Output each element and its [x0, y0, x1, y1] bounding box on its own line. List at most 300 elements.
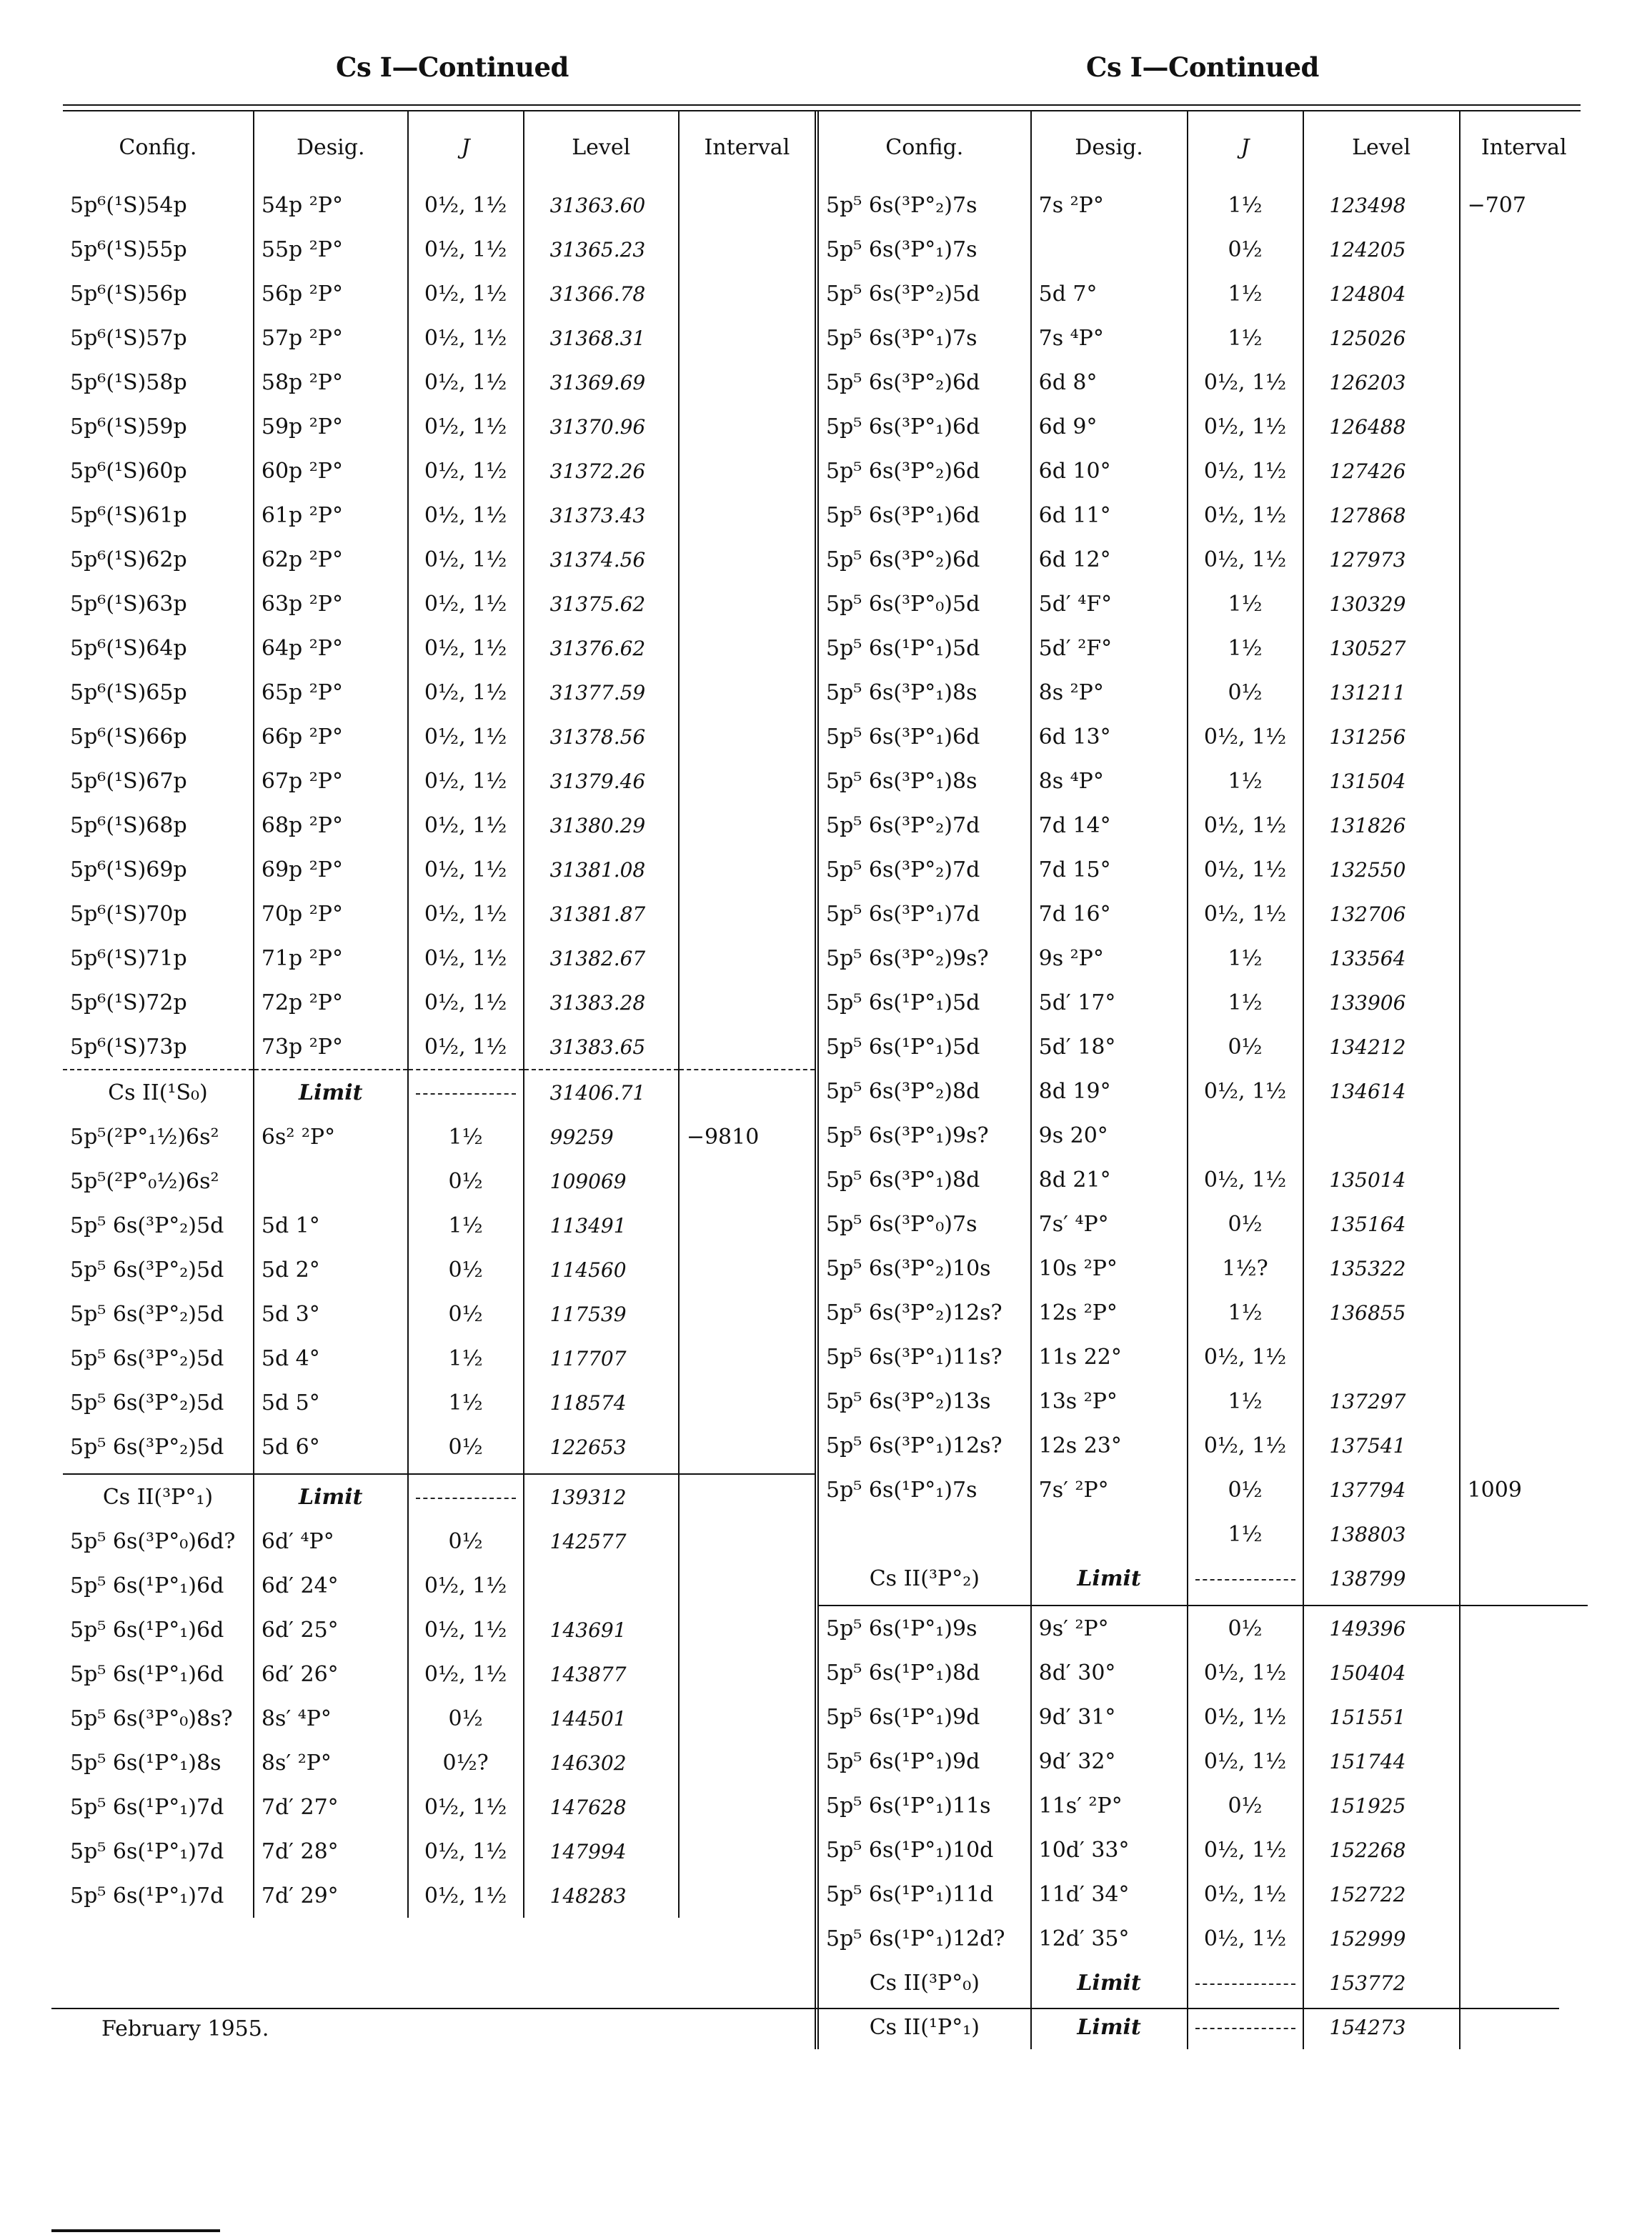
config-cell: 5p⁵ 6s(³P°₂)5d [70, 1390, 224, 1415]
table-row [817, 227, 1588, 272]
limit-j-cell [1188, 1556, 1303, 1601]
j-cell: 1½ [408, 1336, 524, 1380]
desig-cell: 5d′ ⁴F° [1031, 582, 1188, 626]
level-cell: 31381.08 [524, 847, 679, 892]
desig-cell: 69p ²P° [254, 847, 408, 892]
desig-cell: 9s′ ²P° [1031, 1606, 1188, 1651]
interval-cell [679, 404, 815, 449]
limit-level-cell: 138799 [1303, 1556, 1460, 1601]
config-cell: 5p⁵ 6s(³P°₁)6d [817, 493, 1031, 537]
desig-cell: 6d 12° [1031, 537, 1188, 582]
header-config: Config. [119, 134, 197, 160]
j-cell: 0½ [408, 1696, 524, 1741]
interval-cell [1460, 1202, 1588, 1246]
header-j: J [408, 111, 524, 183]
desig-cell: 6d 11° [1031, 493, 1188, 537]
level-cell: 146302 [524, 1741, 679, 1785]
desig-cell: 8s′ ²P° [254, 1741, 408, 1785]
limit-j-cell [408, 1474, 524, 1519]
config-cell: 5p⁶(¹S)64p [70, 635, 187, 661]
interval-cell [1460, 1916, 1588, 1961]
interval-cell [1460, 1423, 1588, 1468]
desig-cell: 67p ²P° [254, 759, 408, 803]
j-cell: 0½, 1½ [408, 449, 524, 493]
interval-cell [1460, 1025, 1588, 1069]
table-row [817, 1872, 1588, 1916]
interval-cell [679, 803, 815, 847]
table-row [63, 1652, 815, 1696]
limit-config-cell: Cs II(³P°₁) [102, 1484, 214, 1510]
interval-cell [1460, 316, 1588, 360]
desig-cell: 6d′ 26° [254, 1652, 408, 1696]
level-cell: 113491 [524, 1203, 679, 1248]
config-cell: 5p⁶(¹S)66p [70, 724, 187, 750]
level-cell: 117707 [524, 1336, 679, 1380]
interval-cell [1460, 1651, 1588, 1695]
config-cell: 5p⁵ 6s(³P°₁)9s? [817, 1113, 1031, 1158]
dashed-placeholder [416, 1093, 516, 1095]
desig-cell: 68p ²P° [254, 803, 408, 847]
j-cell: 1½ [1188, 1379, 1303, 1423]
level-cell: 31380.29 [524, 803, 679, 847]
config-cell: 5p⁵ 6s(³P°₂)8d [817, 1069, 1031, 1113]
config-cell: 5p⁵ 6s(¹P°₁)5d [817, 1025, 1031, 1069]
table-row [63, 1563, 815, 1608]
j-cell: 0½, 1½ [1188, 1423, 1303, 1468]
table-row [63, 1115, 815, 1159]
table-row [63, 1203, 815, 1248]
interval-cell [1460, 360, 1588, 404]
limit-j-cell [408, 1070, 524, 1115]
level-cell: 131504 [1303, 759, 1460, 803]
config-cell: 5p⁵ 6s(³P°₁)8s [817, 670, 1031, 715]
interval-cell [1460, 1290, 1588, 1335]
config-cell: 5p⁶(¹S)55p [70, 237, 187, 262]
config-cell: 5p⁵ 6s(¹P°₁)9d [817, 1695, 1031, 1739]
level-cell: 31365.23 [524, 227, 679, 272]
desig-cell: 12d′ 35° [1031, 1916, 1188, 1961]
level-cell: 126203 [1303, 360, 1460, 404]
section-rule [817, 1601, 1588, 1606]
j-cell: 1½ [408, 1115, 524, 1159]
level-cell: 123498 [1303, 183, 1460, 227]
interval-cell [1460, 449, 1588, 493]
left-title: Cs I—Continued [336, 51, 569, 83]
j-cell: 0½, 1½ [1188, 1651, 1303, 1695]
j-cell: 1½ [1188, 183, 1303, 227]
desig-cell: 65p ²P° [254, 670, 408, 715]
header-config-right: Config. [817, 111, 1031, 183]
desig-cell: 58p ²P° [254, 360, 408, 404]
level-cell: 99259 [524, 1115, 679, 1159]
level-cell: 31374.56 [524, 537, 679, 582]
j-cell: 1½ [408, 1380, 524, 1425]
desig-cell: 6d′ ⁴P° [254, 1519, 408, 1563]
desig-cell: 5d 1° [254, 1203, 408, 1248]
j-cell: 0½, 1½ [1188, 1872, 1303, 1916]
top-rule [63, 104, 1581, 106]
config-cell: 5p⁵ 6s(³P°₂)7s [817, 183, 1031, 227]
config-cell: 5p⁵ 6s(¹P°₁)6d [70, 1573, 224, 1598]
level-cell: 137541 [1303, 1423, 1460, 1468]
j-cell: 0½ [408, 1159, 524, 1203]
config-cell: 5p⁶(¹S)59p [70, 414, 187, 439]
table-row [817, 1202, 1588, 1246]
level-cell: 135164 [1303, 1202, 1460, 1246]
config-cell: 5p⁶(¹S)69p [70, 857, 187, 882]
desig-cell: 12s 23° [1031, 1423, 1188, 1468]
interval-cell [679, 759, 815, 803]
table-row [63, 1336, 815, 1380]
table-row [63, 1608, 815, 1652]
config-cell: 5p⁵ 6s(¹P°₁)7d [70, 1794, 224, 1820]
table-row [63, 272, 815, 316]
level-cell: 152722 [1303, 1872, 1460, 1916]
level-cell: 124804 [1303, 272, 1460, 316]
config-cell: 5p⁵ 6s(³P°₂)7d [817, 847, 1031, 892]
header-desig: Desig. [254, 111, 408, 183]
footer-date: February 1955. [101, 2016, 269, 2041]
j-cell: 0½, 1½ [1188, 537, 1303, 582]
config-cell: 5p⁵ 6s(¹P°₁)5d [817, 980, 1031, 1025]
desig-cell: 10d′ 33° [1031, 1828, 1188, 1872]
config-cell: 5p⁵ 6s(³P°₁)12s? [817, 1423, 1031, 1468]
j-cell: 0½, 1½ [408, 715, 524, 759]
interval-cell [1460, 1158, 1588, 1202]
table-row [817, 1916, 1588, 1961]
config-cell: 5p⁶(¹S)58p [70, 369, 187, 395]
config-cell: 5p⁵ 6s(¹P°₁)11s [817, 1783, 1031, 1828]
desig-cell: 7d′ 28° [254, 1829, 408, 1873]
limit-row [817, 1961, 1588, 2005]
j-cell: 0½, 1½ [1188, 1069, 1303, 1113]
j-cell: 0½, 1½ [408, 847, 524, 892]
desig-cell: 54p ²P° [254, 183, 408, 227]
config-cell: 5p⁵ 6s(¹P°₁)11d [817, 1872, 1031, 1916]
level-cell: 126488 [1303, 404, 1460, 449]
j-cell: 0½, 1½ [408, 1652, 524, 1696]
interval-cell [679, 980, 815, 1025]
interval-cell [1460, 1828, 1588, 1872]
config-cell: 5p⁵ 6s(¹P°₁)9s [817, 1606, 1031, 1651]
level-cell: 127973 [1303, 537, 1460, 582]
j-cell: 0½, 1½ [408, 1025, 524, 1070]
j-cell: 0½ [1188, 1606, 1303, 1651]
interval-cell [1460, 847, 1588, 892]
desig-cell: 6d′ 24° [254, 1563, 408, 1608]
desig-cell: 6d′ 25° [254, 1608, 408, 1652]
table-row [817, 316, 1588, 360]
table-row [63, 1025, 815, 1070]
interval-cell [1460, 1335, 1588, 1379]
limit-label-cell: Limit [254, 1474, 408, 1519]
limit-label-cell: Limit [254, 1070, 408, 1115]
level-cell: 149396 [1303, 1606, 1460, 1651]
desig-cell: 8d 19° [1031, 1069, 1188, 1113]
limit-config-cell: Cs II(¹P°₁) [817, 2005, 1031, 2049]
interval-cell [679, 493, 815, 537]
config-cell: 5p⁵ 6s(³P°₂)12s? [817, 1290, 1031, 1335]
limit-config-cell: Cs II(¹S₀) [63, 1070, 254, 1115]
table-row [63, 1519, 815, 1563]
level-cell: 150404 [1303, 1651, 1460, 1695]
table-row [63, 1785, 815, 1829]
config-cell: 5p⁵ 6s(¹P°₁)9d [817, 1739, 1031, 1783]
config-cell: 5p⁵ 6s(³P°₁)8d [817, 1158, 1031, 1202]
j-cell: 0½, 1½ [408, 404, 524, 449]
level-cell: 144501 [524, 1696, 679, 1741]
level-cell: 31368.31 [524, 316, 679, 360]
interval-cell [1460, 980, 1588, 1025]
table-row [817, 759, 1588, 803]
table-row [817, 183, 1588, 227]
desig-cell [254, 1159, 408, 1203]
j-cell: 1½ [1188, 1512, 1303, 1556]
level-cell: 152999 [1303, 1916, 1460, 1961]
j-cell: 0½, 1½ [408, 1873, 524, 1918]
level-cell: 137297 [1303, 1379, 1460, 1423]
table-row [817, 272, 1588, 316]
table-row [817, 847, 1588, 892]
dashed-placeholder [1195, 1983, 1295, 1985]
config-cell: 5p⁶(¹S)54p [70, 192, 187, 218]
table-row [817, 1290, 1588, 1335]
desig-cell: 9s ²P° [1031, 936, 1188, 980]
config-cell: 5p⁵ 6s(³P°₀)6d? [70, 1528, 236, 1554]
interval-cell [1460, 1512, 1588, 1556]
desig-cell: 8d′ 30° [1031, 1651, 1188, 1695]
desig-cell: 62p ²P° [254, 537, 408, 582]
level-cell: 31377.59 [524, 670, 679, 715]
j-cell: 0½ [1188, 670, 1303, 715]
rule-cell [1303, 1601, 1460, 1606]
header-level-right: Level [1303, 111, 1460, 183]
limit-label-cell: Limit [1031, 1556, 1188, 1601]
interval-cell [679, 1652, 815, 1696]
j-cell: 1½? [1188, 1246, 1303, 1290]
limit-level-cell: 153772 [1303, 1961, 1460, 2005]
interval-cell [679, 582, 815, 626]
desig-cell: 8s ⁴P° [1031, 759, 1188, 803]
level-cell: 31376.62 [524, 626, 679, 670]
config-cell: 5p⁶(¹S)71p [70, 945, 187, 971]
config-cell: 5p⁶(¹S)73p [70, 1034, 187, 1060]
table-row [63, 582, 815, 626]
j-cell: 0½ [1188, 1025, 1303, 1069]
level-cell: 147628 [524, 1785, 679, 1829]
level-cell: 124205 [1303, 227, 1460, 272]
table-row [63, 360, 815, 404]
level-cell: 136855 [1303, 1290, 1460, 1335]
table-row [63, 227, 815, 272]
table-row [63, 1292, 815, 1336]
desig-cell: 7d′ 27° [254, 1785, 408, 1829]
dashed-placeholder [416, 1498, 516, 1499]
config-cell: 5p⁵ 6s(³P°₀)5d [817, 582, 1031, 626]
level-cell: 151551 [1303, 1695, 1460, 1739]
table-row [817, 1379, 1588, 1423]
level-cell: 143691 [524, 1608, 679, 1652]
desig-cell: 7d 16° [1031, 892, 1188, 936]
config-cell: 5p⁵ 6s(¹P°₁)8s [70, 1750, 222, 1776]
limit-row [817, 1556, 1588, 1601]
config-cell: 5p⁵ 6s(³P°₁)11s? [817, 1335, 1031, 1379]
config-cell: 5p⁵ 6s(³P°₂)7d [817, 803, 1031, 847]
config-cell: 5p⁵(²P°₁½)6s² [70, 1124, 219, 1150]
desig-cell: 11d′ 34° [1031, 1872, 1188, 1916]
desig-cell: 6d 8° [1031, 360, 1188, 404]
config-cell: 5p⁵ 6s(³P°₂)5d [70, 1257, 224, 1283]
limit-j-cell [1188, 1961, 1303, 2005]
interval-cell [679, 1741, 815, 1785]
interval-cell [679, 670, 815, 715]
table-row [817, 360, 1588, 404]
desig-cell: 6d 10° [1031, 449, 1188, 493]
config-cell: 5p⁵ 6s(³P°₂)6d [817, 449, 1031, 493]
desig-cell: 8d 21° [1031, 1158, 1188, 1202]
limit-j-cell [1188, 2005, 1303, 2049]
config-cell: 5p⁶(¹S)56p [70, 281, 187, 307]
config-cell: 5p⁵ 6s(³P°₂)6d [817, 360, 1031, 404]
interval-cell [1460, 493, 1588, 537]
table-row [817, 1695, 1588, 1739]
j-cell [1188, 1113, 1303, 1158]
desig-cell: 59p ²P° [254, 404, 408, 449]
j-cell: 1½ [1188, 1290, 1303, 1335]
level-cell: 109069 [524, 1159, 679, 1203]
level-cell: 31369.69 [524, 360, 679, 404]
config-cell: 5p⁶(¹S)61p [70, 502, 187, 528]
desig-cell: 7d 15° [1031, 847, 1188, 892]
limit-level-cell: 31406.71 [524, 1070, 679, 1115]
j-cell: 0½, 1½ [1188, 1828, 1303, 1872]
table-row [817, 582, 1588, 626]
table-row [817, 1335, 1588, 1379]
desig-cell: 63p ²P° [254, 582, 408, 626]
interval-cell [1460, 759, 1588, 803]
j-cell: 0½, 1½ [1188, 449, 1303, 493]
j-cell: 0½, 1½ [408, 183, 524, 227]
interval-cell [1460, 715, 1588, 759]
table-row [817, 1158, 1588, 1202]
level-cell [1303, 1113, 1460, 1158]
interval-cell [1460, 626, 1588, 670]
interval-cell [1460, 936, 1588, 980]
level-cell: 152268 [1303, 1828, 1460, 1872]
level-cell: 131211 [1303, 670, 1460, 715]
level-cell: 134614 [1303, 1069, 1460, 1113]
j-cell: 0½, 1½ [408, 582, 524, 626]
j-cell: 0½, 1½ [1188, 715, 1303, 759]
level-cell: 132550 [1303, 847, 1460, 892]
j-cell: 0½, 1½ [408, 670, 524, 715]
config-cell: 5p⁶(¹S)65p [70, 680, 187, 705]
table-row [817, 1025, 1588, 1069]
j-cell: 0½, 1½ [408, 980, 524, 1025]
config-cell: 5p⁵ 6s(³P°₂)6d [817, 537, 1031, 582]
interval-cell [679, 1696, 815, 1741]
table-row [63, 626, 815, 670]
table-row [63, 670, 815, 715]
interval-cell [679, 1248, 815, 1292]
level-cell: 131256 [1303, 715, 1460, 759]
j-cell: 0½, 1½ [408, 1563, 524, 1608]
j-cell: 1½ [1188, 980, 1303, 1025]
config-cell: 5p⁶(¹S)63p [70, 591, 187, 617]
j-cell: 0½, 1½ [408, 537, 524, 582]
table-row [817, 1512, 1588, 1556]
desig-cell: 10s ²P° [1031, 1246, 1188, 1290]
j-cell: 0½, 1½ [408, 892, 524, 936]
interval-cell [679, 1025, 815, 1070]
table-row [817, 493, 1588, 537]
table-row [63, 847, 815, 892]
rule-cell [524, 1469, 679, 1474]
desig-cell: 12s ²P° [1031, 1290, 1188, 1335]
desig-cell: 5d 3° [254, 1292, 408, 1336]
limit-label-cell: Limit [1031, 1961, 1188, 2005]
config-cell: 5p⁵ 6s(³P°₂)5d [817, 272, 1031, 316]
level-cell: 31363.60 [524, 183, 679, 227]
j-cell: 0½ [408, 1292, 524, 1336]
table-row [63, 1696, 815, 1741]
j-cell: 0½, 1½ [408, 1608, 524, 1652]
desig-cell: 55p ²P° [254, 227, 408, 272]
rule-cell [1188, 1601, 1303, 1606]
interval-cell [679, 1829, 815, 1873]
interval-cell [679, 1203, 815, 1248]
right-title: Cs I—Continued [1086, 51, 1319, 83]
table-row [817, 1113, 1588, 1158]
desig-cell: 7s ²P° [1031, 183, 1188, 227]
table-row [63, 183, 815, 227]
level-cell: 31370.96 [524, 404, 679, 449]
table-row [817, 803, 1588, 847]
level-cell: 127868 [1303, 493, 1460, 537]
desig-cell: 5d′ ²F° [1031, 626, 1188, 670]
interval-cell [679, 1785, 815, 1829]
desig-cell: 11s 22° [1031, 1335, 1188, 1379]
j-cell: 0½, 1½ [1188, 404, 1303, 449]
level-cell: 130527 [1303, 626, 1460, 670]
config-cell: 5p⁵ 6s(³P°₁)7s [817, 316, 1031, 360]
desig-cell: 56p ²P° [254, 272, 408, 316]
desig-cell: 5d 6° [254, 1425, 408, 1469]
desig-cell: 7s′ ⁴P° [1031, 1202, 1188, 1246]
interval-cell [679, 537, 815, 582]
desig-cell: 5d 5° [254, 1380, 408, 1425]
table-row [817, 892, 1588, 936]
config-cell: 5p⁶(¹S)68p [70, 812, 187, 838]
rule-cell [1031, 1601, 1188, 1606]
desig-cell [1031, 227, 1188, 272]
level-cell: 130329 [1303, 582, 1460, 626]
interval-cell: 1009 [1460, 1468, 1588, 1512]
config-cell: 5p⁵ 6s(¹P°₁)10d [817, 1828, 1031, 1872]
interval-cell [679, 1159, 815, 1203]
j-cell: 0½, 1½ [408, 1829, 524, 1873]
interval-cell: −707 [1460, 183, 1588, 227]
desig-cell: 11s′ ²P° [1031, 1783, 1188, 1828]
j-cell: 1½ [1188, 316, 1303, 360]
level-cell: 133906 [1303, 980, 1460, 1025]
table-row [817, 715, 1588, 759]
level-cell: 135014 [1303, 1158, 1460, 1202]
config-cell: 5p⁵ 6s(³P°₂)5d [70, 1345, 224, 1371]
desig-cell: 9d′ 31° [1031, 1695, 1188, 1739]
interval-cell [1460, 272, 1588, 316]
desig-cell: 6d 9° [1031, 404, 1188, 449]
